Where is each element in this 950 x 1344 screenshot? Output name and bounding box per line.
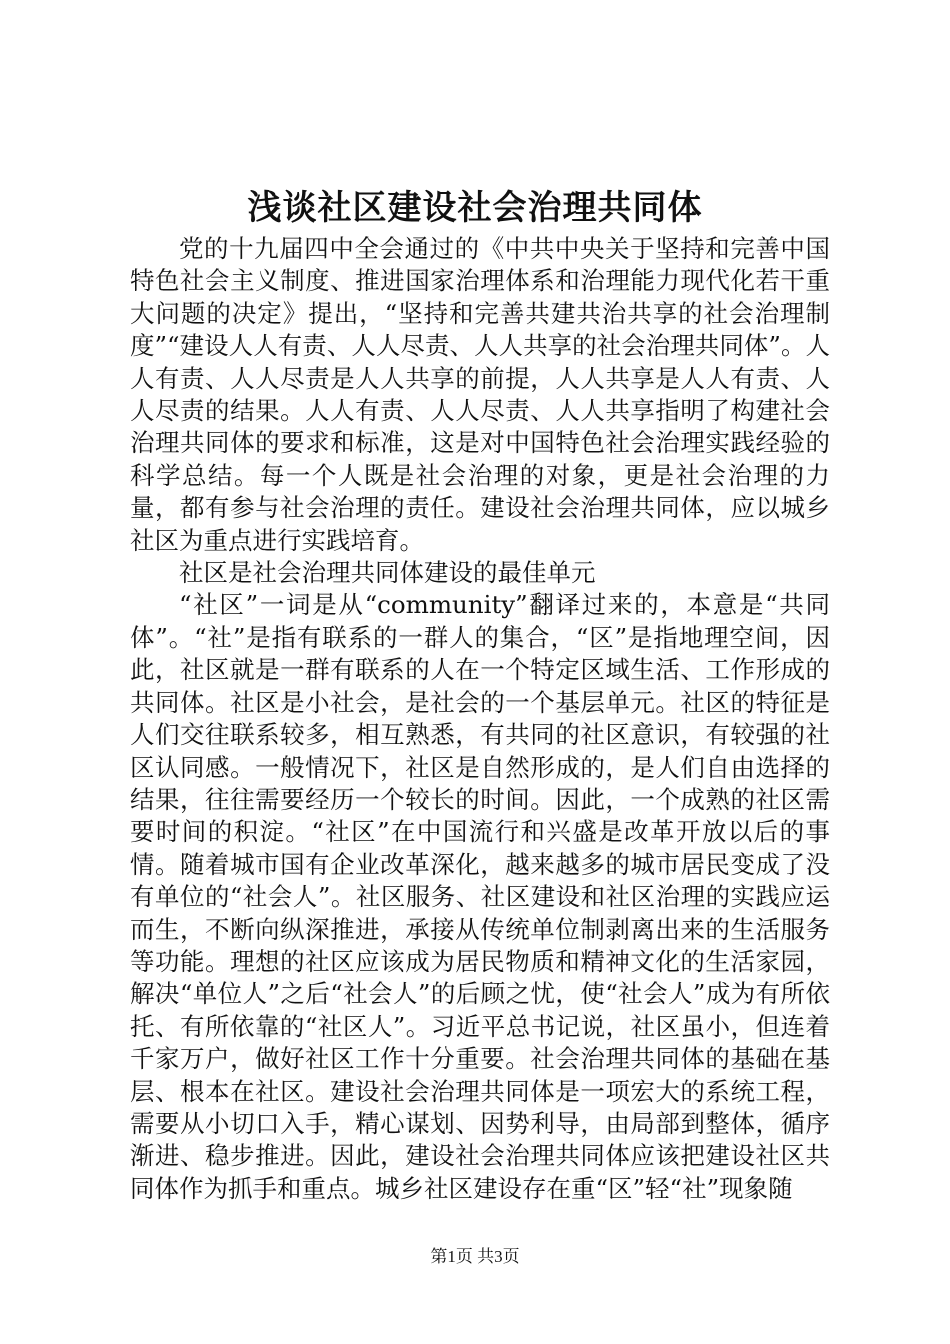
document-title: 浅谈社区建设社会治理共同体 xyxy=(247,188,703,228)
section-heading: 社区是社会治理共同体建设的最佳单元 xyxy=(179,558,596,588)
paragraph-community: “社区”一词是从“community”翻译过来的，本意是“共同体”。“社”是指有联系的一群人的集合，“区”是指地理空间，因此，社区就是一群有联系的人在一个特定区域生活、工作形成的共同体。社区是小社会，是社会的一个基层单元。社区的特征是人们交往联系较多，相互熟悉，有共同的社区意识，有较强的社区认同感。一般情况下，社区是自然形成的，是人们自由选择的结果，往往需要经历一个较长的时间。因此，一个成熟的社区需要时间的积淀。“社区”在中国流行和兴盛是改革开放以后的事情。随着城市国有企业改革深化，越来越多的城市居民变成了没有单位的“社会人”。社区服务、社区建设和社区治理的实践应运而生，不断向纵深推进，承接从传统单位制剥离出来的生活服务等功能。理想的社区应该成为居民物质和精神文化的生活家园，解决“单位人”之后“社会人”的后顾之忧，使“社会人”成为有所依托、有所依靠的“社区人”。习近平总书记说，社区虽小，但连着千家万户，做好社区工作十分重要。社会治理共同体的基础在基层、根本在社区。建设社会治理共同体是一项宏大的系统工程，需要从小切口入手，精心谋划、因势利导，由局部到整体，循序渐进、稳步推进。因此，建设社会治理共同体应该把建设社区共同体作为抓手和重点。城乡社区建设存在重“区”轻“社”现象随 xyxy=(130,590,830,1203)
page-indicator: 第1页 共3页 xyxy=(430,1247,520,1266)
paragraph-intro: 党的十九届四中全会通过的《中共中央关于坚持和完善中国特色社会主义制度、推进国家治理体系和治理能力现代化若干重大问题的决定》提出，“坚持和完善共建共治共享的社会治理制度”“建设人人有责、人人尽责、人人共享的社会治理共同体”。人人有责、人人尽责是人人共享的前提，人人共享是人人有责、人人尽责的结果。人人有责、人人尽责、人人共享指明了构建社会治理共同体的要求和标准，这是对中国特色社会治理实践经验的科学总结。每一个人既是社会治理的对象，更是社会治理的力量，都有参与社会治理的责任。建设社会治理共同体，应以城乡社区为重点进行实践培育。 xyxy=(130,234,830,555)
document-body xyxy=(130,233,830,1205)
